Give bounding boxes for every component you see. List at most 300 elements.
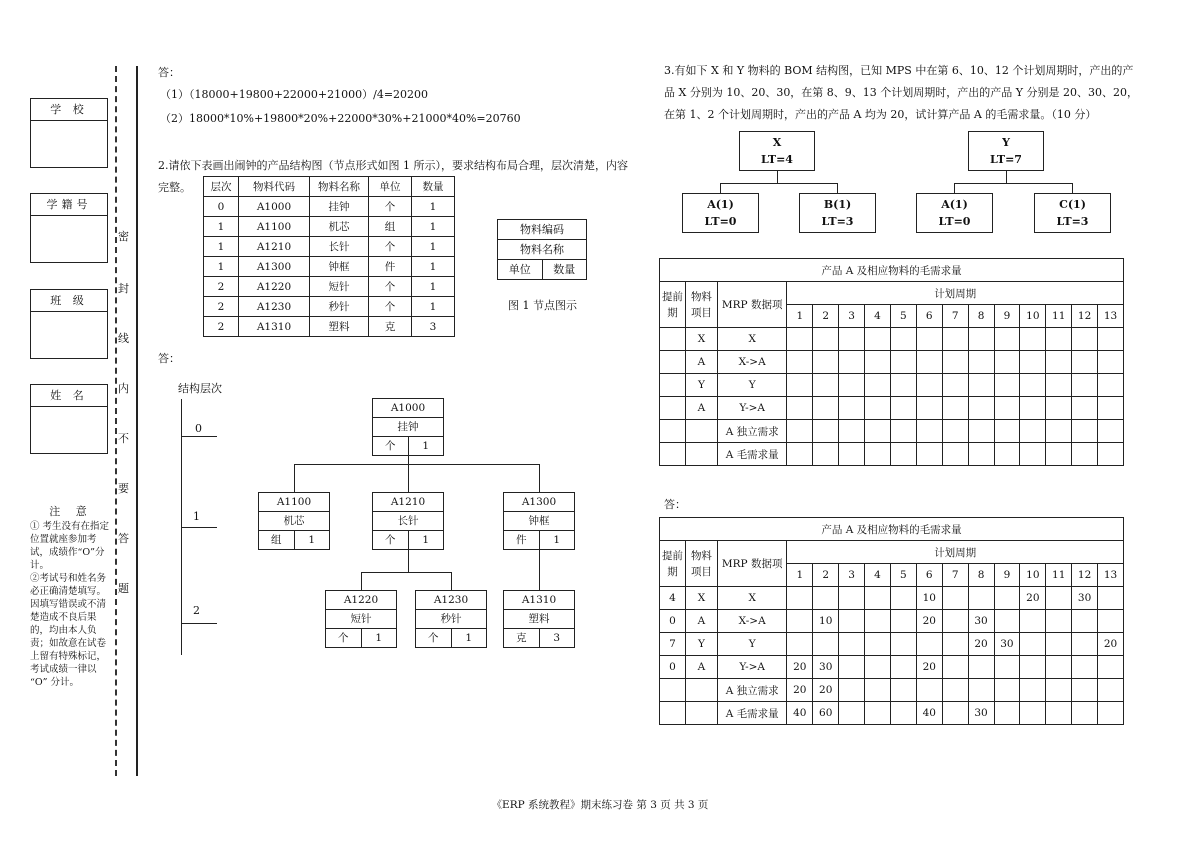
bom-connector [954,183,1073,184]
period-cell [942,397,968,420]
class-label: 班 级 [30,289,108,311]
period-cell [787,374,813,397]
period-cell [1072,656,1098,679]
note-item: ②考试号和姓名务必正确清楚填写。因填写错误或不清楚造成不良后果的，均由本人负责；如故意在试卷上留有特殊标记，考试成绩一律以 “O” 分计。 [30,573,107,688]
col-mrp-header: MRP 数据项 [717,282,786,328]
period-number: 4 [865,564,891,587]
bom-connector [1006,171,1007,183]
period-cell [813,397,839,420]
period-number: 3 [839,564,865,587]
bom-node-lt: LT=7 [990,153,1022,166]
period-cell [1098,374,1124,397]
page-footer: 《ERP 系统教程》期末练习卷 第 3 页 共 3 页 [491,799,709,811]
node-qty: 1 [422,440,430,452]
period-cell [916,397,942,420]
period-cell [865,656,891,679]
period-cell [1046,587,1072,610]
period-cell [1020,328,1046,351]
period-cell: 20 [968,633,994,656]
bom-node [739,131,815,171]
table-cell: A1230 [239,297,310,317]
period-cell [813,587,839,610]
period-cell [1020,633,1046,656]
node-code: A1100 [259,493,329,512]
period-cell [1072,328,1098,351]
table-row [660,374,1124,397]
node-qty: 1 [375,632,383,644]
table-cell: A1310 [239,317,310,337]
period-cell [865,351,891,374]
period-number: 6 [916,564,942,587]
node-code: A1230 [416,591,486,610]
period-cell: 20 [787,679,813,702]
table-cell: A1300 [239,257,310,277]
period-cell [942,443,968,466]
period-cell [968,374,994,397]
level-number: 0 [195,422,202,435]
row-mrp: A 毛需求量 [717,443,786,466]
col-item-header: 物料项目 [685,541,717,587]
node-code: A1210 [373,493,443,512]
row-mrp: X [717,328,786,351]
node-unit: 组 [259,531,295,549]
table-cell: 机芯 [310,217,369,237]
col-lead-header: 提前期 [660,541,686,587]
node-unit: 个 [373,531,409,549]
period-cell [942,702,968,725]
period-cell [890,374,916,397]
period-cell [787,420,813,443]
row-item [685,443,717,466]
table-cell: 1 [204,237,239,257]
period-cell [1098,351,1124,374]
period-cell [839,587,865,610]
row-mrp: Y [717,374,786,397]
seal-char: 答 [118,532,129,545]
table-cell: 3 [412,317,455,337]
period-cell [916,374,942,397]
row-mrp: X [717,587,786,610]
period-number: 2 [813,564,839,587]
period-cell [865,702,891,725]
row-lead: 0 [660,610,686,633]
period-cell [1098,679,1124,702]
school-field[interactable] [30,120,108,168]
period-cell [968,679,994,702]
seal-char: 线 [118,332,129,345]
period-cell [994,656,1020,679]
period-cell [890,633,916,656]
row-mrp: A 独立需求 [717,420,786,443]
col-lead-header: 提前期 [660,282,686,328]
seal-char: 不 [118,432,129,445]
period-cell [942,587,968,610]
period-cell [916,420,942,443]
period-cell [994,420,1020,443]
level-number: 2 [193,604,200,617]
row-mrp: X->A [717,351,786,374]
bom-connector [720,183,838,184]
table-cell: A1000 [239,197,310,217]
period-cell [942,679,968,702]
student-id-field[interactable] [30,215,108,263]
period-cell [839,610,865,633]
tree-node [503,492,575,550]
bom-node-lt: LT=4 [761,153,793,166]
table-header-row [660,282,1124,305]
tree-node [325,590,397,648]
period-cell: 20 [916,656,942,679]
class-field[interactable] [30,311,108,359]
node-name: 长针 [373,512,443,531]
period-number: 8 [968,564,994,587]
period-cell: 30 [813,656,839,679]
student-id-label: 学籍号 [30,193,108,215]
period-cell [1020,397,1046,420]
level-number: 1 [193,510,200,523]
tree-connector [451,572,452,590]
table-cell: 钟框 [310,257,369,277]
row-lead [660,328,686,351]
bom-connector [1072,183,1073,193]
period-number: 1 [787,305,813,328]
period-number: 7 [942,305,968,328]
row-item: A [685,397,717,420]
period-cell [839,656,865,679]
row-item: Y [685,374,717,397]
bom-node-lt: LT=0 [704,215,737,228]
exam-notes [30,505,112,689]
tree-connector [361,572,362,590]
period-cell [890,587,916,610]
table-cell: 1 [412,217,455,237]
table-cell: 组 [369,217,412,237]
notes-title: 注 意 [49,505,93,518]
row-item [685,679,717,702]
node-unit: 个 [326,629,362,647]
table-cell: 1 [412,197,455,217]
row-lead: 4 [660,587,686,610]
period-cell [1098,397,1124,420]
period-cell [787,397,813,420]
period-cell [839,397,865,420]
period-number: 9 [994,305,1020,328]
period-cell [968,443,994,466]
period-number: 7 [942,564,968,587]
bom-connector [954,183,955,193]
period-number: 1 [787,564,813,587]
node-name: 钟框 [504,512,574,531]
period-cell [942,374,968,397]
bom-connector [837,183,838,193]
table-cell: 1 [412,237,455,257]
period-cell [994,443,1020,466]
bom-connector [720,183,721,193]
period-cell [890,328,916,351]
row-mrp: Y->A [717,656,786,679]
period-cell [1098,420,1124,443]
bom-node [682,193,759,233]
period-cell [916,328,942,351]
tree-connector [294,464,295,492]
period-cell [890,420,916,443]
period-number: 13 [1098,305,1124,328]
period-cell [865,397,891,420]
period-cell [994,679,1020,702]
table-row [204,297,455,317]
period-number: 6 [916,305,942,328]
period-cell [1020,420,1046,443]
table-cell: 件 [369,257,412,277]
period-cell [813,351,839,374]
bom-node-name: X [772,136,782,149]
period-cell [1072,702,1098,725]
q3-answer-label: 答： [664,498,686,511]
table-row [660,633,1124,656]
node-qty: 1 [553,534,561,546]
period-cell [865,420,891,443]
legend-qty: 数量 [553,263,576,276]
table-row [660,420,1124,443]
period-cell [1020,702,1046,725]
table-cell: 1 [204,257,239,277]
table-cell: 塑料 [310,317,369,337]
node-qty: 1 [465,632,473,644]
period-cell: 30 [968,702,994,725]
period-cell [1046,351,1072,374]
table-row [204,277,455,297]
node-legend [497,219,587,280]
period-cell: 20 [787,656,813,679]
row-mrp: X->A [717,610,786,633]
node-name: 塑料 [504,610,574,629]
node-unit: 个 [416,629,452,647]
period-cell: 20 [916,610,942,633]
period-cell: 20 [1098,633,1124,656]
table-cell: 2 [204,317,239,337]
col-mrp-header: MRP 数据项 [717,541,786,587]
table-header: 单位 [369,177,412,197]
node-code: A1220 [326,591,396,610]
row-item [685,420,717,443]
period-cell: 40 [916,702,942,725]
row-lead [660,443,686,466]
node-unit: 克 [504,629,540,647]
q2-answer-label: 答： [158,352,180,365]
period-cell: 10 [916,587,942,610]
period-cell [865,587,891,610]
legend-name: 物料名称 [498,240,586,260]
seal-char: 密 [118,230,129,243]
table-header: 层次 [204,177,239,197]
level-tick [181,527,217,528]
tree-connector [294,464,539,465]
tree-node [503,590,575,648]
period-cell [1098,587,1124,610]
seal-char: 内 [118,382,129,395]
name-label: 姓 名 [30,384,108,406]
tree-connector [539,464,540,492]
table-row [660,656,1124,679]
period-cell [1072,443,1098,466]
table-row [660,610,1124,633]
period-cell [942,420,968,443]
period-cell [916,351,942,374]
period-cell [865,679,891,702]
table-cell: 短针 [310,277,369,297]
row-lead [660,351,686,374]
period-number: 2 [813,305,839,328]
period-cell [1020,374,1046,397]
mrp-answer-table [659,517,1124,725]
period-cell: 20 [813,679,839,702]
table-cell: 个 [369,237,412,257]
table-cell: 个 [369,277,412,297]
table-cell: 挂钟 [310,197,369,217]
bom-node-name: A(1) [707,198,734,211]
table-cell: 1 [412,297,455,317]
period-cell: 30 [1072,587,1098,610]
period-cell [890,397,916,420]
period-cell [813,420,839,443]
table-row [660,328,1124,351]
period-cell [994,587,1020,610]
period-cell [916,633,942,656]
period-cell [787,443,813,466]
period-cell [1020,656,1046,679]
q2-prompt: 2.请依下表画出闹钟的产品结构图（节点形式如图 1 所示），要求结构布局合理，层次清楚，内容完整。 [158,159,628,194]
period-cell [1046,374,1072,397]
table-row [204,257,455,277]
bom-connector [777,171,778,183]
period-cell [968,420,994,443]
period-cell [839,702,865,725]
table-cell: 个 [369,197,412,217]
period-cell [1046,679,1072,702]
period-cell: 30 [968,610,994,633]
period-cell [787,587,813,610]
seal-char: 封 [118,282,129,295]
period-cell [1046,610,1072,633]
node-code: A1000 [373,399,443,418]
table-row [660,587,1124,610]
row-lead [660,397,686,420]
period-number: 10 [1020,564,1046,587]
margin-line [136,66,138,776]
period-cell: 10 [813,610,839,633]
period-cell [839,443,865,466]
period-cell [813,328,839,351]
period-cell [942,351,968,374]
row-mrp: Y [717,633,786,656]
row-item: A [685,351,717,374]
period-cell [942,328,968,351]
period-cell [994,702,1020,725]
row-item: X [685,328,717,351]
period-cell [1046,702,1072,725]
name-field[interactable] [30,406,108,454]
seal-char: 要 [118,482,129,495]
node-code: A1310 [504,591,574,610]
tree-node [258,492,330,550]
period-cell [839,420,865,443]
period-cell [994,397,1020,420]
period-cell [1020,443,1046,466]
period-cell [1072,679,1098,702]
period-cell [813,443,839,466]
period-cell [942,610,968,633]
table-cell: 长针 [310,237,369,257]
table-row [660,679,1124,702]
period-number: 4 [865,305,891,328]
bom-node-name: Y [1002,136,1010,149]
row-item: X [685,587,717,610]
period-cell [942,656,968,679]
period-number: 13 [1098,564,1124,587]
legend-code: 物料编码 [498,220,586,240]
period-cell [1072,610,1098,633]
col-period-header: 计划周期 [787,541,1124,564]
level-tick [181,623,217,624]
row-item: A [685,610,717,633]
period-cell: 60 [813,702,839,725]
period-number: 12 [1072,305,1098,328]
node-name: 挂钟 [373,418,443,437]
q1-answer-label: 答： [158,66,180,79]
row-lead: 7 [660,633,686,656]
bom-node-lt: LT=0 [938,215,971,228]
period-cell [865,443,891,466]
period-cell [968,351,994,374]
period-cell [890,351,916,374]
period-cell [890,702,916,725]
period-cell [890,443,916,466]
node-unit: 个 [373,437,409,455]
note-item: ① 考生没有在指定位置就座参加考试，成绩作“O”分计。 [30,521,110,571]
table-cell: 克 [369,317,412,337]
period-cell [1098,443,1124,466]
row-item: A [685,656,717,679]
period-cell [813,374,839,397]
period-cell [1046,633,1072,656]
row-lead: 0 [660,656,686,679]
bom-node [799,193,876,233]
bom-node [916,193,993,233]
bom-node-lt: LT=3 [821,215,854,228]
table-cell: 1 [204,217,239,237]
period-number: 5 [890,564,916,587]
period-cell [1098,610,1124,633]
period-cell [839,328,865,351]
period-number: 9 [994,564,1020,587]
row-lead [660,374,686,397]
period-cell [839,374,865,397]
tree-connector [539,548,540,590]
period-number: 11 [1046,564,1072,587]
bom-node [968,131,1044,171]
q1-answer-line: （2）18000*10%+19800*20%+22000*30%+21000*40%=20760 [160,112,521,125]
table-title: 产品 A 及相应物料的毛需求量 [660,259,1124,282]
row-mrp: A 独立需求 [717,679,786,702]
period-cell [839,351,865,374]
row-item [685,702,717,725]
period-cell [1020,679,1046,702]
node-name: 短针 [326,610,396,629]
tree-connector [408,464,409,492]
table-cell: A1100 [239,217,310,237]
period-number: 3 [839,305,865,328]
table-row [204,217,455,237]
